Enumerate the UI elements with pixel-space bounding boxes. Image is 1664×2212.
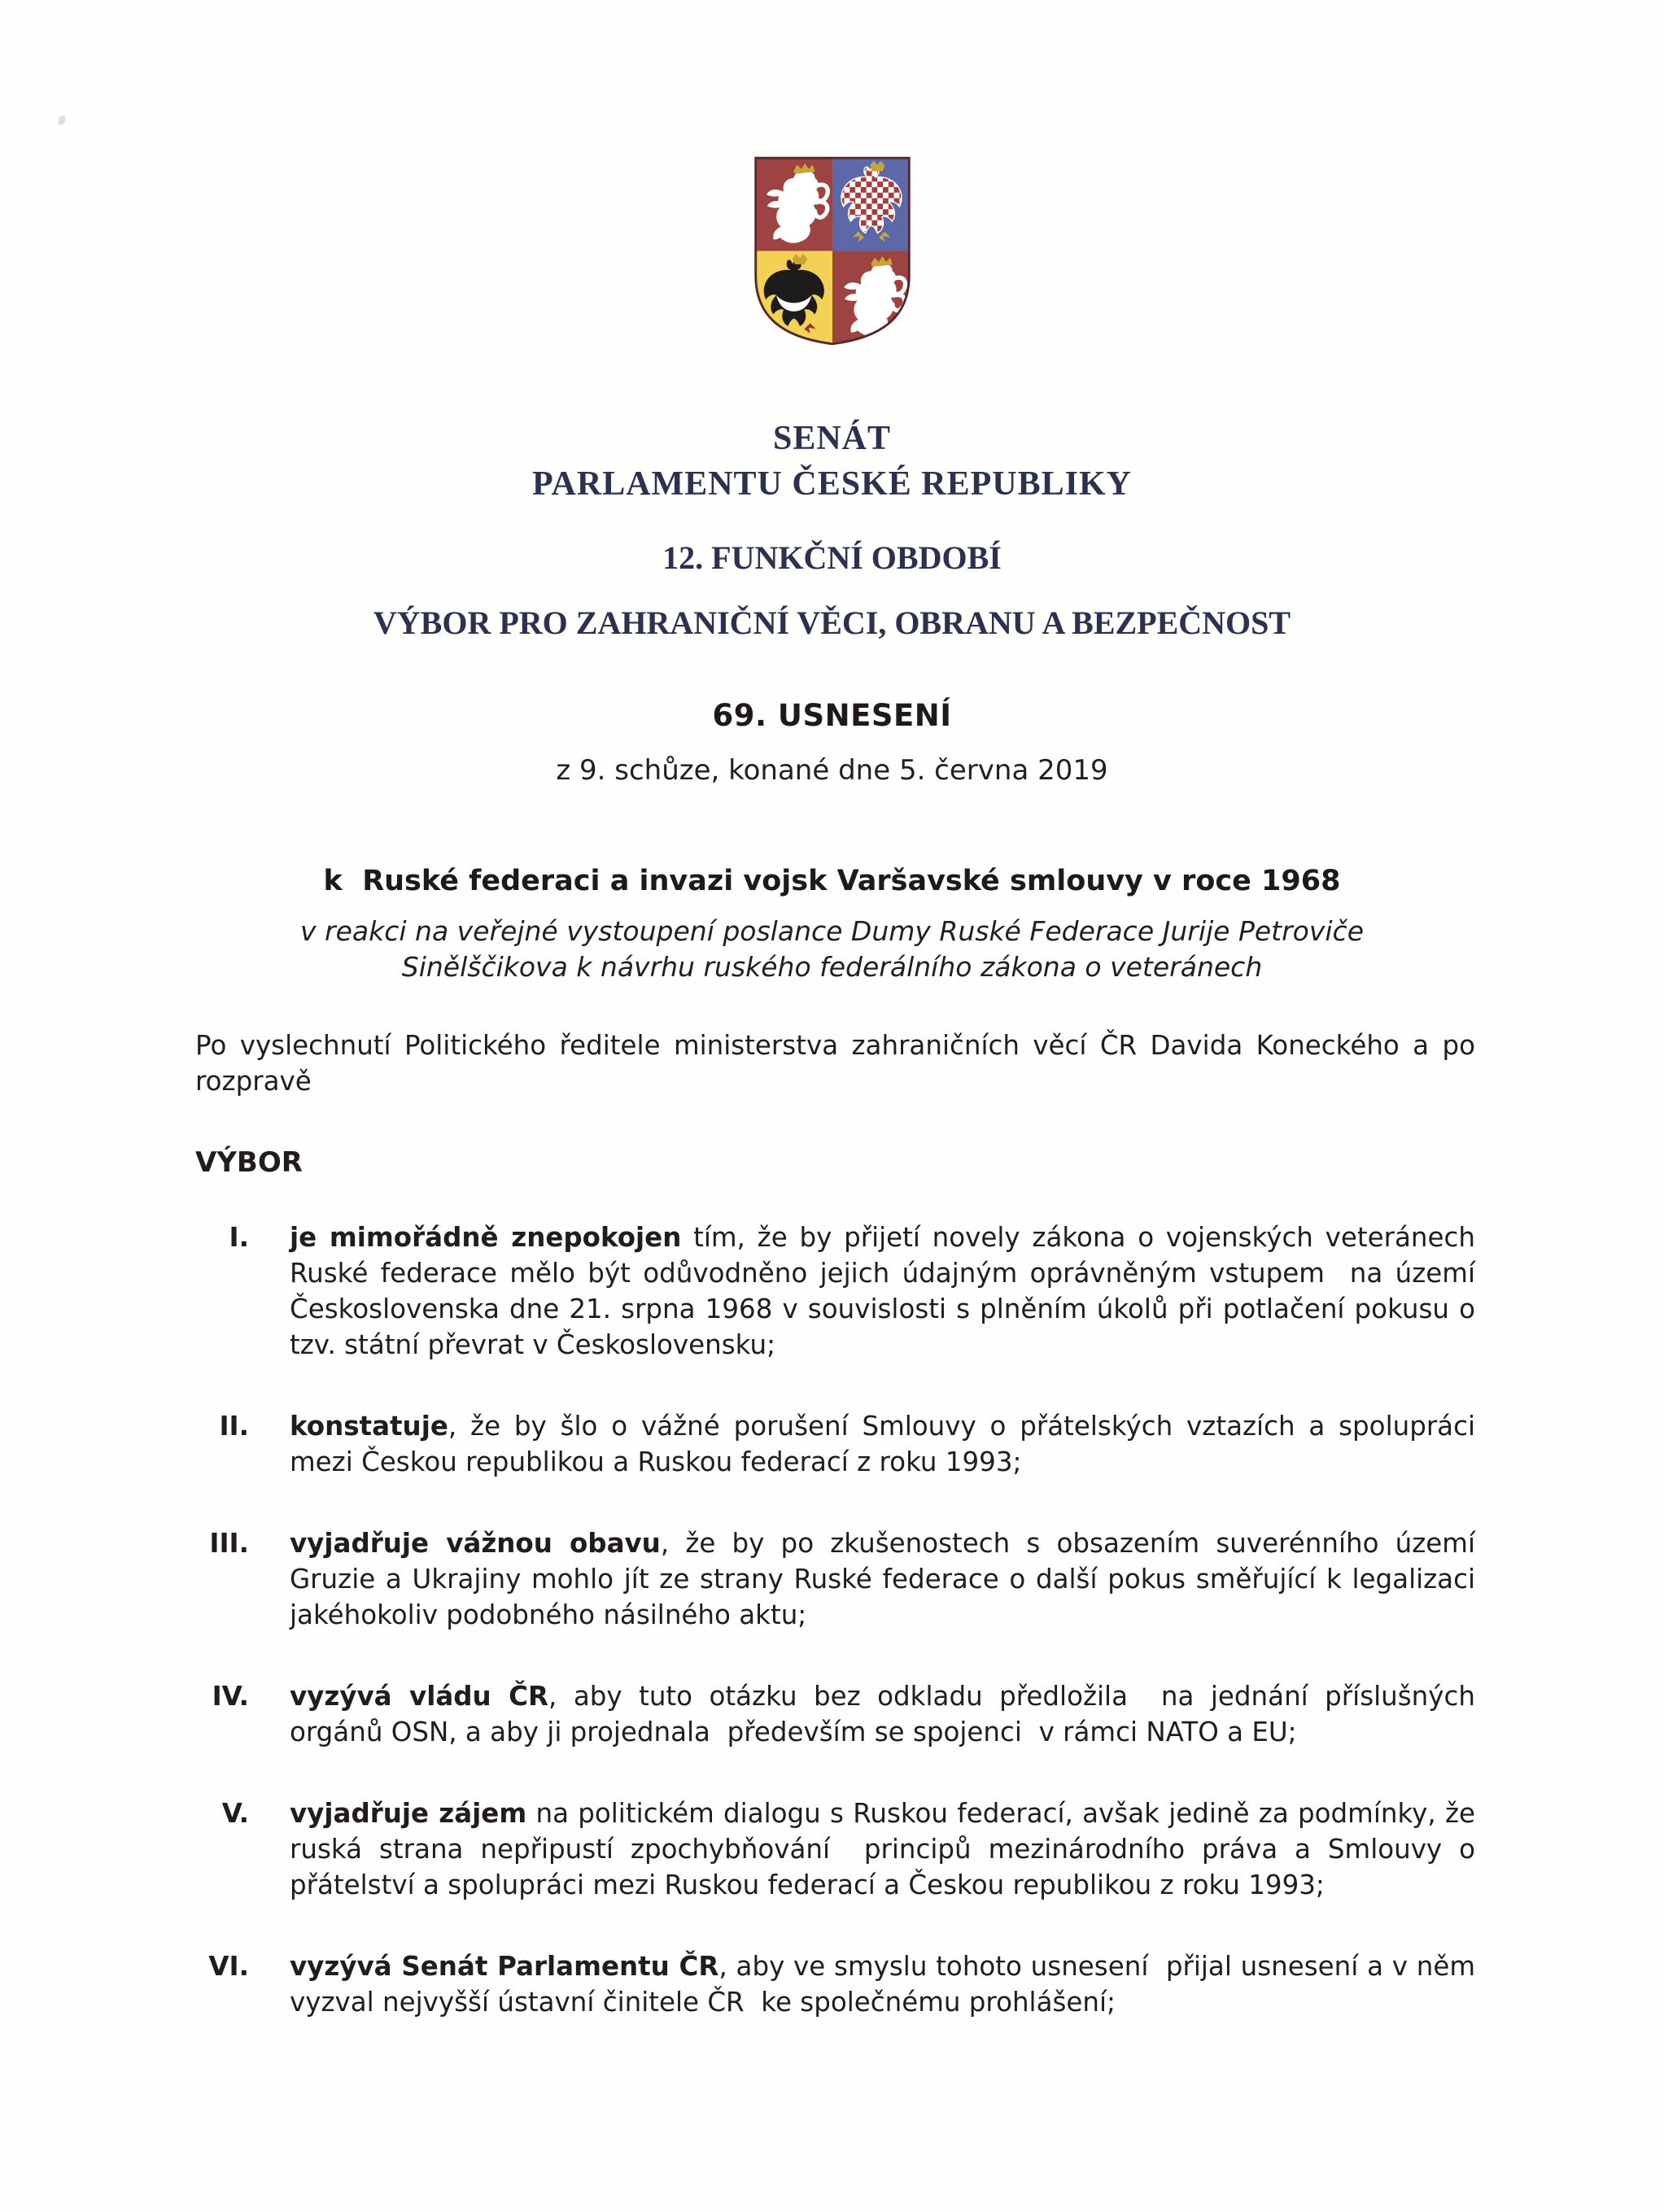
item-numeral: IV. [212,1681,249,1712]
item-numeral: V. [221,1798,249,1829]
resolution-item-1 [195,1219,1484,1363]
resolution-item-2 [195,1408,1484,1480]
resolution-items-list [195,1219,1484,2020]
item-numeral: VI. [208,1951,249,1982]
item-rest-text: , že by po zkušenostech s obsazením suverénního území Gruzie a Ukrajiny mohlo jít ze strany Ruské federace o další pokus směřující k legalizaci jakéhokoliv podobného násilného aktu; [290,1528,1484,1630]
item-lead-phrase: vyjadřuje zájem [290,1798,527,1829]
resolution-item-3 [195,1525,1484,1633]
term-heading: 12. FUNKČNÍ OBDOBÍ [662,539,1002,576]
item-text [249,1678,1484,1750]
item-rest-text: , aby tuto otázku bez odkladu předložila na jednání příslušných orgánů OSN, a aby ji projednala především se spojenci v rámci NATO a EU; [290,1681,1484,1747]
resolution-item-5 [195,1795,1484,1903]
institution-name-line1: SENÁT [772,420,892,457]
subject-note-line2: Sinělščikova k návrhu ruského federálního zákona o veteránech [401,951,1263,983]
item-rest-text: tím, že by přijetí novely zákona o vojenských veteránech Ruské federace mělo být odůvodněno jejich údajným oprávněným vstupem na území Československa dne 21. srpna 1968 v souvislosti s plněním úkolů při potlačení pokusu o tzv. státní převrat v Československu; [290,1222,1484,1360]
coat-of-arms-container [0,0,1664,353]
item-rest-text: , aby ve smyslu tohoto usnesení přijal usnesení a v něm vyzval nejvyšší ústavní činitele ČR ke společnému prohlášení; [290,1951,1484,2018]
preamble-paragraph: Po vyslechnutí Politického ředitele ministerstva zahraničních věcí ČR Davida Koneckého a po rozpravě [195,1030,1475,1097]
item-lead-phrase: vyzývá vládu ČR [290,1681,549,1712]
resolution-subject: k Ruské federaci a invazi vojsk Varšavské smlouvy v roce 1968 [323,865,1341,897]
item-lead-phrase: konstatuje [290,1411,448,1442]
institution-name-line2: PARLAMENTU ČESKÉ REPUBLIKY [532,465,1132,503]
committee-heading: VÝBOR PRO ZAHRANIČNÍ VĚCI, OBRANU A BEZPEČNOST [373,604,1291,641]
item-lead-phrase: je mimořádně znepokojen [290,1222,682,1253]
item-numeral: II. [219,1411,249,1442]
item-text [249,1219,1484,1363]
item-rest-text: na politickém dialogu s Ruskou federací, avšak jedině za podmínky, že ruská strana nepřipustí zpochybňování principů mezinárodního práva a Smlouvy o přátelství a spolupráci mezi Ruskou federací a Českou republikou z roku 1993; [290,1798,1484,1900]
resolution-subject-note [0,914,1664,985]
item-rest-text: , že by šlo o vážné porušení Smlouvy o přátelských vztazích a spolupráci mezi Českou republikou a Ruskou federací z roku 1993; [290,1411,1484,1477]
czech-coat-of-arms-icon [751,151,914,350]
item-text [249,1408,1484,1480]
item-lead-phrase: vyjadřuje vážnou obavu [290,1528,661,1559]
subject-note-line1: v reakci na veřejné vystoupení poslance Dumy Ruské Federace Jurije Petroviče [300,915,1364,947]
item-text [249,1948,1484,2020]
item-text [249,1795,1484,1903]
item-numeral: I. [229,1222,249,1253]
resolution-session-line: z 9. schůze, konané dne 5. června 2019 [556,754,1108,787]
item-text [249,1525,1484,1633]
actor-label: VÝBOR [195,1146,303,1179]
item-numeral: III. [209,1528,249,1559]
resolution-item-4 [195,1678,1484,1750]
resolution-title: 69. USNESENÍ [712,698,952,733]
item-lead-phrase: vyzývá Senát Parlamentu ČR [290,1951,719,1982]
document-body [195,1027,1484,2020]
resolution-item-6 [195,1948,1484,2020]
